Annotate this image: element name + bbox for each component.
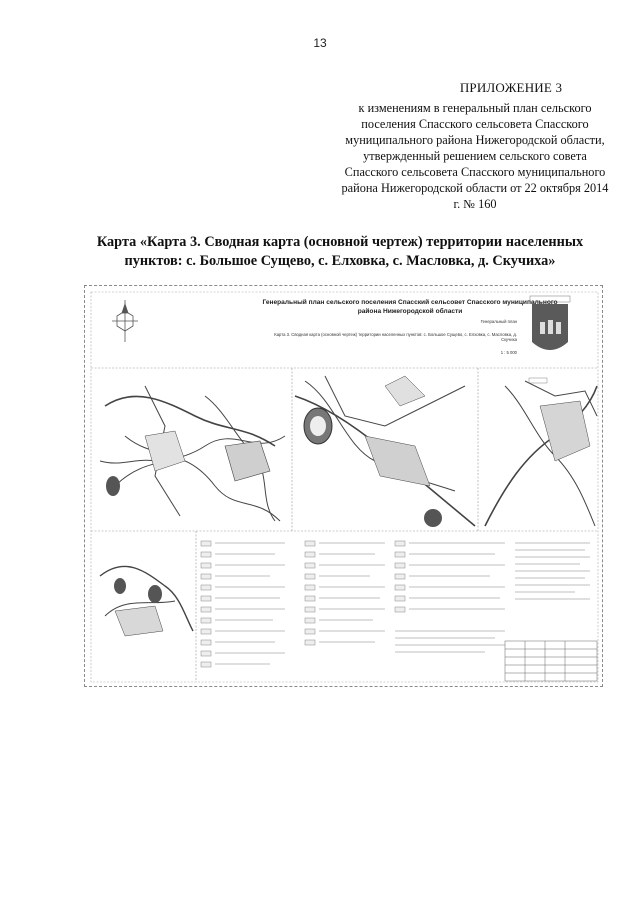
map-legend: [201, 541, 590, 667]
map-heading: Карта «Карта 3. Сводная карта (основной чертеж) территории населенных пунктов: с. Большое Сущево, с. Елховка, с. Масловка, д. Скучиха»: [96, 234, 584, 269]
map-drawing: [84, 285, 603, 687]
sheet-scale: 1 : 5 000: [500, 350, 517, 355]
settlement-map-4: [100, 566, 193, 636]
title-block: [505, 641, 597, 681]
appendix-text: к изменениям в генеральный план сельского поселения Спасского сельсовета Спасского муниципального района Нижегородской области, утвержденный решением сельского совета Спасского сельсовета Спасского муниципального района Нижегородской области от 22 октября 2014 г. № 160: [341, 101, 609, 211]
sheet-subtitle: Генеральный план: [480, 319, 517, 324]
appendix-title: ПРИЛОЖЕНИЕ 3: [459, 80, 563, 95]
sheet-caption: Карта 3. Сводная карта (основной чертеж) территории населенных пунктов: с. Большое Сущево, с. Елховка, с. Масловка, д. Скучиха: [274, 332, 517, 343]
wind-rose-icon: [112, 300, 138, 342]
map-drawing-graphics: [85, 286, 604, 688]
settlement-map-3: [485, 378, 597, 526]
page-number: 13: [313, 36, 327, 50]
sheet-title: Генеральный план сельского поселения Спасский сельсовет Спасского муниципального района Нижегородской области: [262, 299, 558, 315]
settlement-map-1: [100, 386, 285, 521]
settlement-map-2: [295, 376, 475, 527]
